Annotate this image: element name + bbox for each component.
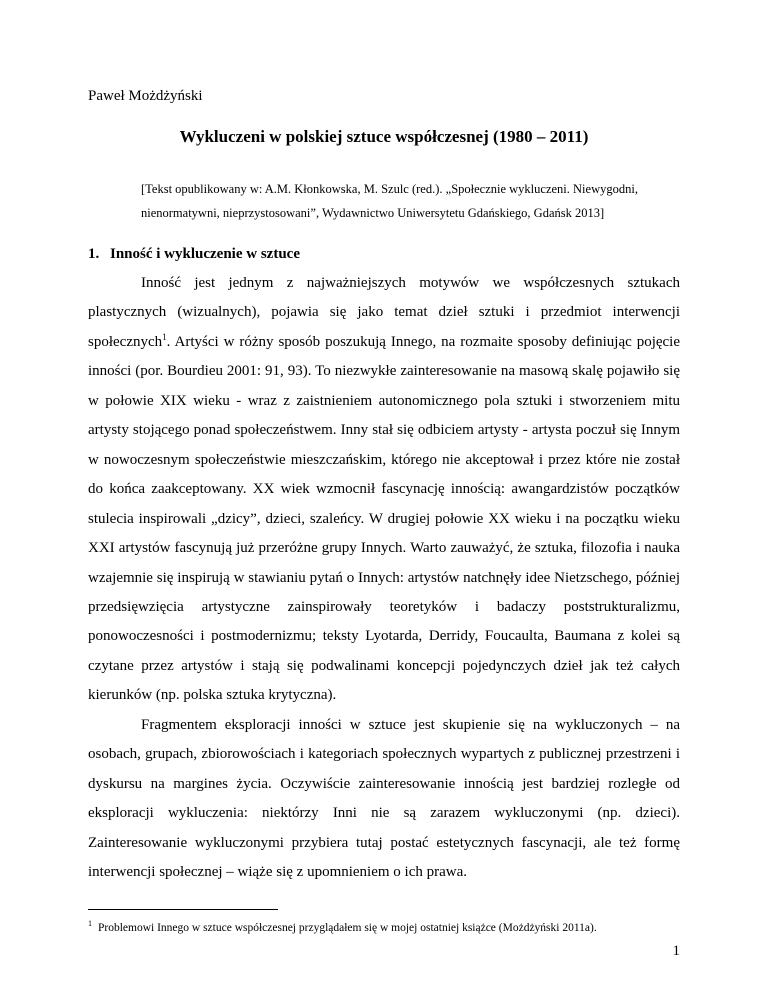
section-number: 1. [88, 246, 100, 262]
paragraph-text: . Artyści w różny sposób poszukują Innego, na rozmaite sposoby definiując pojęcie inności (por. Bourdieu 2001: 91, 93). To niezwykłe zainteresowanie na masową skalę pojawiło się w połowie XIX wieku - wraz z zaistnieniem autonomicznego pola sztuki i stworzeniem mitu artysty stojącego ponad społeczeństwem. Inny stał się odbiciem artysty - artysta poczuł się Innym w nowoczesnym społeczeństwie mieszczańskim, którego nie akceptował i przez które nie został do końca zaakceptowany. XX wiek wzmocnił fascynację innością: awangardzistów początków stulecia inspirowali „dzicy”, dzieci, szaleńcy. W drugiej połowie XX wieku i na początku wieku XXI artystów fascynują już przeróżne grupy Innych. Warto zauważyć, że sztuka, filozofia i nauka wzajemnie się inspirują w stawianiu pytań o Innych: artystów natchnęły idee Nietzschego, później przedsięwzięcia artystyczne zainspirowały teoretyków i badaczy poststrukturalizmu, ponowoczesności i postmodernizmu; teksty Lyotarda, Derridy, Foucaulta, Baumana z kolei są czytane przez artystów i stają się podwalinami koncepcji pojedynczych dzieł jak też całych kierunków (np. polska sztuka krytyczna). [88, 333, 680, 704]
footnote-text: Problemowi Innego w sztuce współczesnej przyglądałem się w mojej ostatniej książce (Możdżyński 2011a). [98, 922, 597, 934]
paragraph [88, 269, 680, 711]
footnote-marker: 1 [88, 919, 92, 928]
paragraph-text: Fragmentem eksploracji inności w sztuce jest skupienie się na wykluczonych – na osobach, grupach, zbiorowościach i kategoriach społecznych wypartych z publicznej przestrzeni i dyskursu na margines życia. Oczywiście zainteresowanie innością jest bardziej rozległe od eksploracji wykluczenia: niektórzy Inni nie są zarazem wykluczonymi (np. dzieci). Zainteresowanie wykluczonymi przybiera tutaj postać estetycznych fascynacji, ale też formę interwencji społecznej – wiąże się z upomnieniem o ich prawa. [88, 716, 680, 881]
page-number: 1 [672, 943, 680, 959]
section-heading [88, 243, 300, 265]
body-text [88, 269, 680, 888]
author-name: Paweł Możdżyński [88, 88, 203, 104]
publication-note: [Tekst opublikowany w: A.M. Kłonkowska, M. Szulc (red.). „Społecznie wykluczeni. Niewygodni, nienormatywni, nieprzystosowani”, Wydawnictwo Uniwersytetu Gdańskiego, Gdańsk 2013] [141, 182, 638, 220]
document-title: Wykluczeni w polskiej sztuce współczesnej (1980 – 2011) [179, 127, 589, 146]
paragraph-text: Inność jest jednym z najważniejszych motywów we współczesnych sztukach plastycznych (wizualnych), pojawia się jako temat dzieł sztuki i przedmiot interwencji społecznych [88, 275, 680, 350]
footnote [88, 920, 688, 936]
section-title: Inność i wykluczenie w sztuce [110, 246, 300, 262]
footnote-separator [88, 909, 278, 910]
footnote-reference[interactable]: 1 [162, 331, 167, 342]
paragraph [88, 711, 680, 888]
